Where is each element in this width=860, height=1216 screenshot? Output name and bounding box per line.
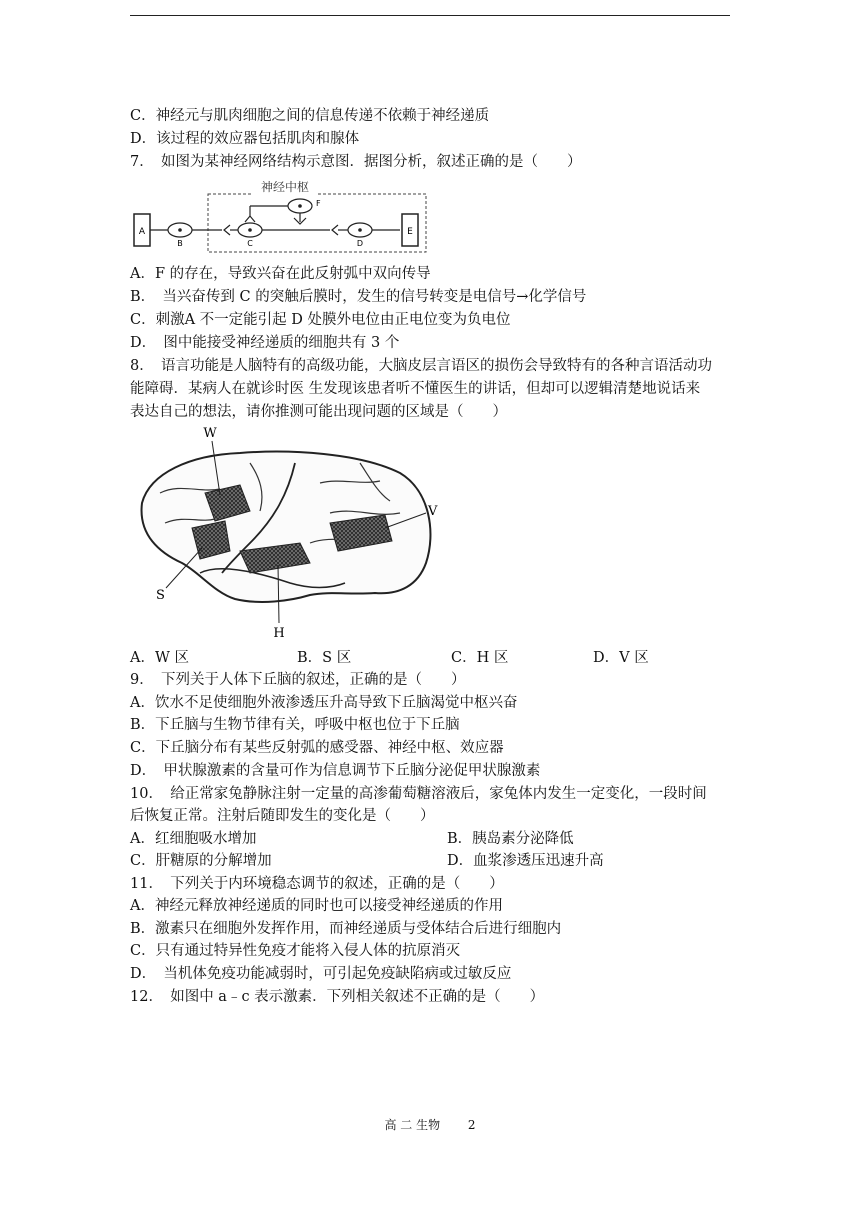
- q8-option-c: C．H 区: [451, 650, 509, 666]
- q11-stem: 11． 下列关于内环境稳态调节的叙述，正确的是（ ）: [130, 876, 504, 892]
- q8-option-b: B．S 区: [297, 650, 352, 666]
- label-s: S: [156, 588, 165, 603]
- q7-stem: 7． 如图为某神经网络结构示意图．据图分析，叙述正确的是（ ）: [130, 154, 582, 170]
- q8-stem-line2: 能障碍．某病人在就诊时医 生发现该患者听不懂医生的讲话，但却可以逻辑清楚地说话来: [130, 381, 701, 397]
- q8-option-d: D．V 区: [593, 650, 649, 666]
- q10-option-d: D．血浆渗透压迅速升高: [447, 853, 604, 869]
- label-d: D: [356, 239, 364, 248]
- label-b: B: [177, 239, 183, 248]
- q8-option-a: A．W 区: [130, 650, 189, 666]
- label-v: V: [428, 504, 438, 519]
- q12-stem: 12． 如图中 a﹣c 表示激素．下列相关叙述不正确的是（ ）: [130, 989, 545, 1005]
- footer-page-number: 2: [467, 1118, 476, 1132]
- q6-option-c: C．神经元与肌肉细胞之间的信息传递不依赖于神经递质: [130, 108, 490, 124]
- q9-option-d: D． 甲状腺激素的含量可作为信息调节下丘脑分泌促甲状腺激素: [130, 763, 541, 779]
- q6-option-d: D．该过程的效应器包括肌肉和腺体: [130, 131, 360, 147]
- neural-network-diagram: [130, 176, 450, 256]
- q11-option-a: A．神经元释放神经递质的同时也可以接受神经递质的作用: [130, 898, 503, 914]
- label-h: H: [273, 626, 285, 641]
- label-e: E: [407, 227, 413, 237]
- nerve-center-label: 神经中枢: [260, 180, 310, 194]
- page-footer: [0, 1116, 860, 1133]
- q10-option-a: A．红细胞吸水增加: [130, 831, 257, 847]
- q9-option-b: B．下丘脑与生物节律有关，呼吸中枢也位于下丘脑: [130, 717, 460, 733]
- q8-stem-line3: 表达自己的想法，请你推测可能出现问题的区域是（ ）: [130, 404, 507, 420]
- label-c: C: [247, 239, 253, 248]
- q10-option-c: C．肝糖原的分解增加: [130, 853, 272, 869]
- q9-stem: 9． 下列关于人体下丘脑的叙述，正确的是（ ）: [130, 672, 466, 688]
- q7-option-a: A．F 的存在，导致兴奋在此反射弧中双向传导: [130, 266, 431, 282]
- q7-option-c: C．刺激A 不一定能引起 D 处膜外电位由正电位变为负电位: [130, 312, 511, 328]
- q10-stem-line1: 10． 给正常家兔静脉注射一定量的高渗葡萄糖溶液后，家兔体内发生一定变化，一段时间: [130, 786, 707, 802]
- q9-option-a: A．饮水不足使细胞外液渗透压升高导致下丘脑渴觉中枢兴奋: [130, 695, 518, 711]
- label-f: F: [316, 199, 321, 208]
- q11-option-b: B．激素只在细胞外发挥作用，而神经递质与受体结合后进行细胞内: [130, 921, 562, 937]
- brain-language-areas-figure: [130, 423, 445, 641]
- q10-stem-line2: 后恢复正常。注射后随即发生的变化是（ ）: [130, 808, 435, 824]
- q7-option-b: B． 当兴奋传到 C 的突触后膜时，发生的信号转变是电信号→化学信号: [130, 289, 587, 305]
- label-w: W: [203, 426, 217, 441]
- header-rule: [130, 15, 730, 16]
- q8-stem-line1: 8． 语言功能是人脑特有的高级功能，大脑皮层言语区的损伤会导致特有的各种言语活动功: [130, 358, 712, 374]
- footer-subject: 高 二 生物: [384, 1118, 441, 1132]
- q10-option-b: B．胰岛素分泌降低: [447, 831, 574, 847]
- q7-option-d: D． 图中能接受神经递质的细胞共有 3 个: [130, 335, 400, 351]
- q11-option-d: D． 当机体免疫功能减弱时，可引起免疫缺陷病或过敏反应: [130, 966, 512, 982]
- q9-option-c: C．下丘脑分布有某些反射弧的感受器、神经中枢、效应器: [130, 740, 504, 756]
- q11-option-c: C．只有通过特异性免疫才能将入侵人体的抗原消灭: [130, 943, 461, 959]
- label-a: A: [138, 227, 146, 237]
